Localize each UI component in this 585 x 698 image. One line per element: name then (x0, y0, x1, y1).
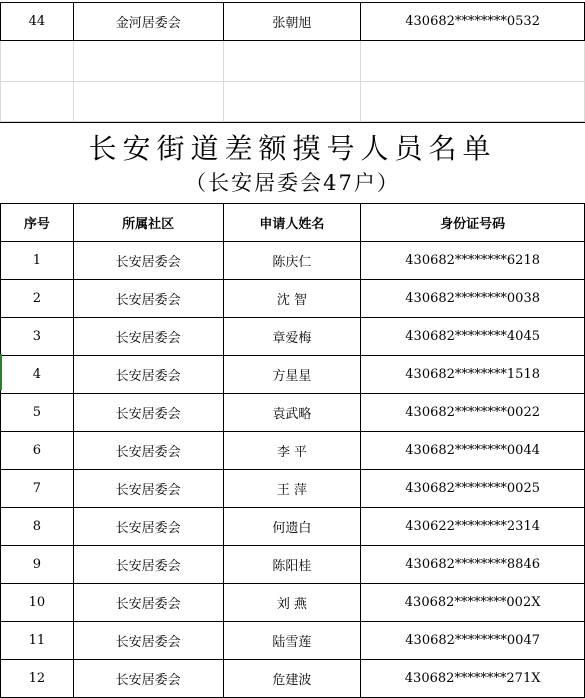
cell-id: 430682********271X (361, 660, 585, 698)
cell-name: 何遗白 (223, 508, 361, 546)
blank-row (1, 81, 585, 121)
cell-id: 430682********002X (361, 584, 585, 622)
table-row (1, 622, 585, 660)
cell-id: 430682********6218 (361, 242, 585, 280)
cell-name: 章爱梅 (223, 318, 361, 356)
table-header-row (1, 204, 585, 242)
table-row (1, 394, 585, 432)
cell-community: 长安居委会 (73, 660, 223, 698)
cell-community: 长安居委会 (73, 622, 223, 660)
cell-community: 长安居委会 (73, 584, 223, 622)
table-row (1, 242, 585, 280)
cell-name: 刘 燕 (223, 584, 361, 622)
table-row (1, 432, 585, 470)
cell-community: 长安居委会 (73, 242, 223, 280)
cell-no: 7 (1, 470, 74, 508)
cell-no: 1 (1, 242, 74, 280)
cell-name: 陈庆仁 (223, 242, 361, 280)
cell-id: 430682********1518 (361, 356, 585, 394)
cell-community: 长安居委会 (73, 356, 223, 394)
cell-id: 430682********4045 (361, 318, 585, 356)
cell-community: 长安居委会 (73, 508, 223, 546)
cell-id: 430682********0038 (361, 280, 585, 318)
table-row (1, 356, 585, 394)
cell-name: 沈 智 (223, 280, 361, 318)
table-row (1, 660, 585, 698)
cell-no: 44 (1, 3, 74, 41)
header-no: 序号 (1, 204, 74, 242)
cell-id: 430682********0044 (361, 432, 585, 470)
table-row (1, 280, 585, 318)
cell-no: 9 (1, 546, 74, 584)
cell-name: 陆雪莲 (223, 622, 361, 660)
cell-no: 4 (1, 356, 74, 394)
cell-community: 金河居委会 (73, 3, 223, 41)
cell-no: 2 (1, 280, 74, 318)
cell-no: 8 (1, 508, 74, 546)
table-row (1, 318, 585, 356)
cell-community: 长安居委会 (73, 546, 223, 584)
cell-no: 12 (1, 660, 74, 698)
cell-community: 长安居委会 (73, 394, 223, 432)
table-row (1, 508, 585, 546)
roster-table (0, 203, 585, 698)
cell-community: 长安居委会 (73, 318, 223, 356)
cell-name: 袁武略 (223, 394, 361, 432)
cell-no: 5 (1, 394, 74, 432)
previous-section-table (0, 2, 585, 41)
selected-row-marker (0, 354, 2, 390)
table-row (1, 3, 585, 41)
cell-name: 方星星 (223, 356, 361, 394)
cell-community: 长安居委会 (73, 280, 223, 318)
cell-name: 陈阳桂 (223, 546, 361, 584)
cell-no: 10 (1, 584, 74, 622)
cell-name: 张朝旭 (223, 3, 361, 41)
page-title: 长安街道差额摸号人员名单 (88, 132, 497, 165)
header-name: 申请人姓名 (223, 204, 361, 242)
blank-row (1, 41, 585, 81)
cell-id: 430682********0532 (361, 3, 585, 41)
cell-id: 430682********8846 (361, 546, 585, 584)
table-row (1, 584, 585, 622)
cell-no: 6 (1, 432, 74, 470)
cell-name: 危建波 (223, 660, 361, 698)
title-block (0, 122, 585, 204)
cell-no: 3 (1, 318, 74, 356)
header-community: 所属社区 (73, 204, 223, 242)
cell-id: 430682********0022 (361, 394, 585, 432)
cell-name: 李 平 (223, 432, 361, 470)
table-row (1, 470, 585, 508)
cell-id: 430682********0047 (361, 622, 585, 660)
cell-community: 长安居委会 (73, 470, 223, 508)
table-row (1, 546, 585, 584)
cell-name: 王 萍 (223, 470, 361, 508)
cell-no: 11 (1, 622, 74, 660)
page-subtitle: （长安居委会47户） (185, 171, 400, 195)
blank-grid (0, 41, 585, 122)
cell-id: 430622********2314 (361, 508, 585, 546)
cell-id: 430682********0025 (361, 470, 585, 508)
cell-community: 长安居委会 (73, 432, 223, 470)
header-id: 身份证号码 (361, 204, 585, 242)
